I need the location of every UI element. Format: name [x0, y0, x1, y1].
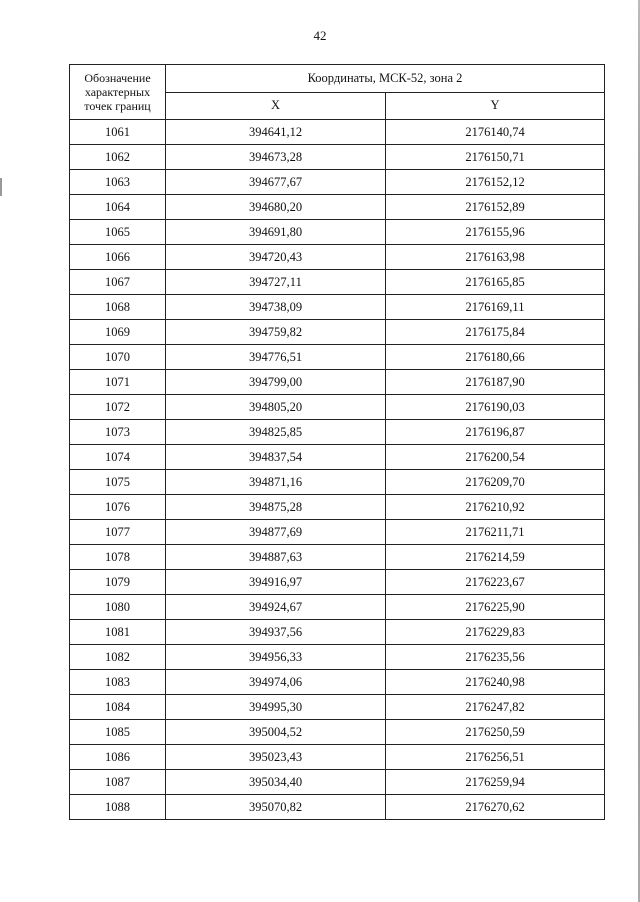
table-header [70, 65, 605, 120]
table-row [70, 445, 605, 470]
table-row [70, 220, 605, 245]
table-row [70, 670, 605, 695]
point-cell: 1061 [70, 120, 166, 145]
table-row [70, 170, 605, 195]
point-cell: 1071 [70, 370, 166, 395]
x-coordinate-cell: 394877,69 [166, 520, 386, 545]
table-row [70, 495, 605, 520]
point-cell: 1065 [70, 220, 166, 245]
point-cell: 1074 [70, 445, 166, 470]
y-coordinate-cell: 2176247,82 [386, 695, 605, 720]
point-cell: 1068 [70, 295, 166, 320]
y-coordinate-cell: 2176150,71 [386, 145, 605, 170]
point-cell: 1081 [70, 620, 166, 645]
table-row [70, 595, 605, 620]
x-coordinate-cell: 394738,09 [166, 295, 386, 320]
y-coordinate-cell: 2176223,67 [386, 570, 605, 595]
x-coordinate-cell: 394937,56 [166, 620, 386, 645]
table-row [70, 620, 605, 645]
x-coordinate-cell: 394956,33 [166, 645, 386, 670]
y-coordinate-cell: 2176169,11 [386, 295, 605, 320]
point-cell: 1066 [70, 245, 166, 270]
table-row [70, 145, 605, 170]
point-cell: 1082 [70, 645, 166, 670]
y-coordinate-cell: 2176165,85 [386, 270, 605, 295]
point-cell: 1086 [70, 745, 166, 770]
x-coordinate-cell: 394677,67 [166, 170, 386, 195]
y-coordinate-cell: 2176209,70 [386, 470, 605, 495]
y-coordinate-cell: 2176211,71 [386, 520, 605, 545]
table-row [70, 470, 605, 495]
point-cell: 1069 [70, 320, 166, 345]
table-row [70, 695, 605, 720]
point-cell: 1063 [70, 170, 166, 195]
x-coordinate-cell: 394799,00 [166, 370, 386, 395]
x-coordinate-cell: 394924,67 [166, 595, 386, 620]
y-coordinate-cell: 2176152,89 [386, 195, 605, 220]
table-row [70, 420, 605, 445]
page-number: 42 [313, 28, 327, 43]
y-coordinate-cell: 2176196,87 [386, 420, 605, 445]
y-coordinate-cell: 2176140,74 [386, 120, 605, 145]
table-row [70, 645, 605, 670]
header-coordinates: Координаты, МСК-52, зона 2 [166, 65, 605, 93]
point-cell: 1078 [70, 545, 166, 570]
y-coordinate-cell: 2176225,90 [386, 595, 605, 620]
point-cell: 1079 [70, 570, 166, 595]
y-coordinate-cell: 2176235,56 [386, 645, 605, 670]
point-cell: 1080 [70, 595, 166, 620]
y-coordinate-cell: 2176270,62 [386, 795, 605, 820]
point-cell: 1072 [70, 395, 166, 420]
x-coordinate-cell: 394759,82 [166, 320, 386, 345]
x-coordinate-cell: 394887,63 [166, 545, 386, 570]
table-row [70, 120, 605, 145]
table-row [70, 270, 605, 295]
x-coordinate-cell: 394776,51 [166, 345, 386, 370]
table-row [70, 745, 605, 770]
point-cell: 1085 [70, 720, 166, 745]
point-cell: 1064 [70, 195, 166, 220]
coordinates-table [69, 64, 605, 820]
x-coordinate-cell: 394995,30 [166, 695, 386, 720]
x-coordinate-cell: 394805,20 [166, 395, 386, 420]
table-row [70, 795, 605, 820]
x-coordinate-cell: 394720,43 [166, 245, 386, 270]
header-x: X [166, 92, 386, 120]
y-coordinate-cell: 2176187,90 [386, 370, 605, 395]
x-coordinate-cell: 394673,28 [166, 145, 386, 170]
y-coordinate-cell: 2176180,66 [386, 345, 605, 370]
y-coordinate-cell: 2176190,03 [386, 395, 605, 420]
y-coordinate-cell: 2176250,59 [386, 720, 605, 745]
point-cell: 1075 [70, 470, 166, 495]
table-row [70, 545, 605, 570]
table-row [70, 245, 605, 270]
point-cell: 1083 [70, 670, 166, 695]
y-coordinate-cell: 2176152,12 [386, 170, 605, 195]
table-body [70, 120, 605, 820]
x-coordinate-cell: 394641,12 [166, 120, 386, 145]
table-row [70, 395, 605, 420]
x-coordinate-cell: 395004,52 [166, 720, 386, 745]
header-point-designation: Обозначение характерных точек границ [70, 65, 166, 120]
x-coordinate-cell: 394875,28 [166, 495, 386, 520]
point-cell: 1062 [70, 145, 166, 170]
x-coordinate-cell: 394691,80 [166, 220, 386, 245]
table-row [70, 370, 605, 395]
table-row [70, 295, 605, 320]
x-coordinate-cell: 394825,85 [166, 420, 386, 445]
y-coordinate-cell: 2176210,92 [386, 495, 605, 520]
x-coordinate-cell: 394871,16 [166, 470, 386, 495]
y-coordinate-cell: 2176200,54 [386, 445, 605, 470]
x-coordinate-cell: 394837,54 [166, 445, 386, 470]
table-row [70, 520, 605, 545]
table-row [70, 195, 605, 220]
point-cell: 1088 [70, 795, 166, 820]
point-cell: 1084 [70, 695, 166, 720]
x-coordinate-cell: 394680,20 [166, 195, 386, 220]
point-cell: 1070 [70, 345, 166, 370]
x-coordinate-cell: 395034,40 [166, 770, 386, 795]
table-row [70, 770, 605, 795]
y-coordinate-cell: 2176175,84 [386, 320, 605, 345]
point-cell: 1077 [70, 520, 166, 545]
table-row [70, 570, 605, 595]
scan-mark [0, 178, 2, 196]
y-coordinate-cell: 2176163,98 [386, 245, 605, 270]
y-coordinate-cell: 2176259,94 [386, 770, 605, 795]
x-coordinate-cell: 395070,82 [166, 795, 386, 820]
x-coordinate-cell: 395023,43 [166, 745, 386, 770]
table-row [70, 720, 605, 745]
y-coordinate-cell: 2176155,96 [386, 220, 605, 245]
x-coordinate-cell: 394727,11 [166, 270, 386, 295]
point-cell: 1067 [70, 270, 166, 295]
y-coordinate-cell: 2176214,59 [386, 545, 605, 570]
y-coordinate-cell: 2176240,98 [386, 670, 605, 695]
point-cell: 1076 [70, 495, 166, 520]
point-cell: 1073 [70, 420, 166, 445]
table-row [70, 345, 605, 370]
y-coordinate-cell: 2176256,51 [386, 745, 605, 770]
point-cell: 1087 [70, 770, 166, 795]
y-coordinate-cell: 2176229,83 [386, 620, 605, 645]
table-row [70, 320, 605, 345]
x-coordinate-cell: 394974,06 [166, 670, 386, 695]
header-y: Y [386, 92, 605, 120]
x-coordinate-cell: 394916,97 [166, 570, 386, 595]
